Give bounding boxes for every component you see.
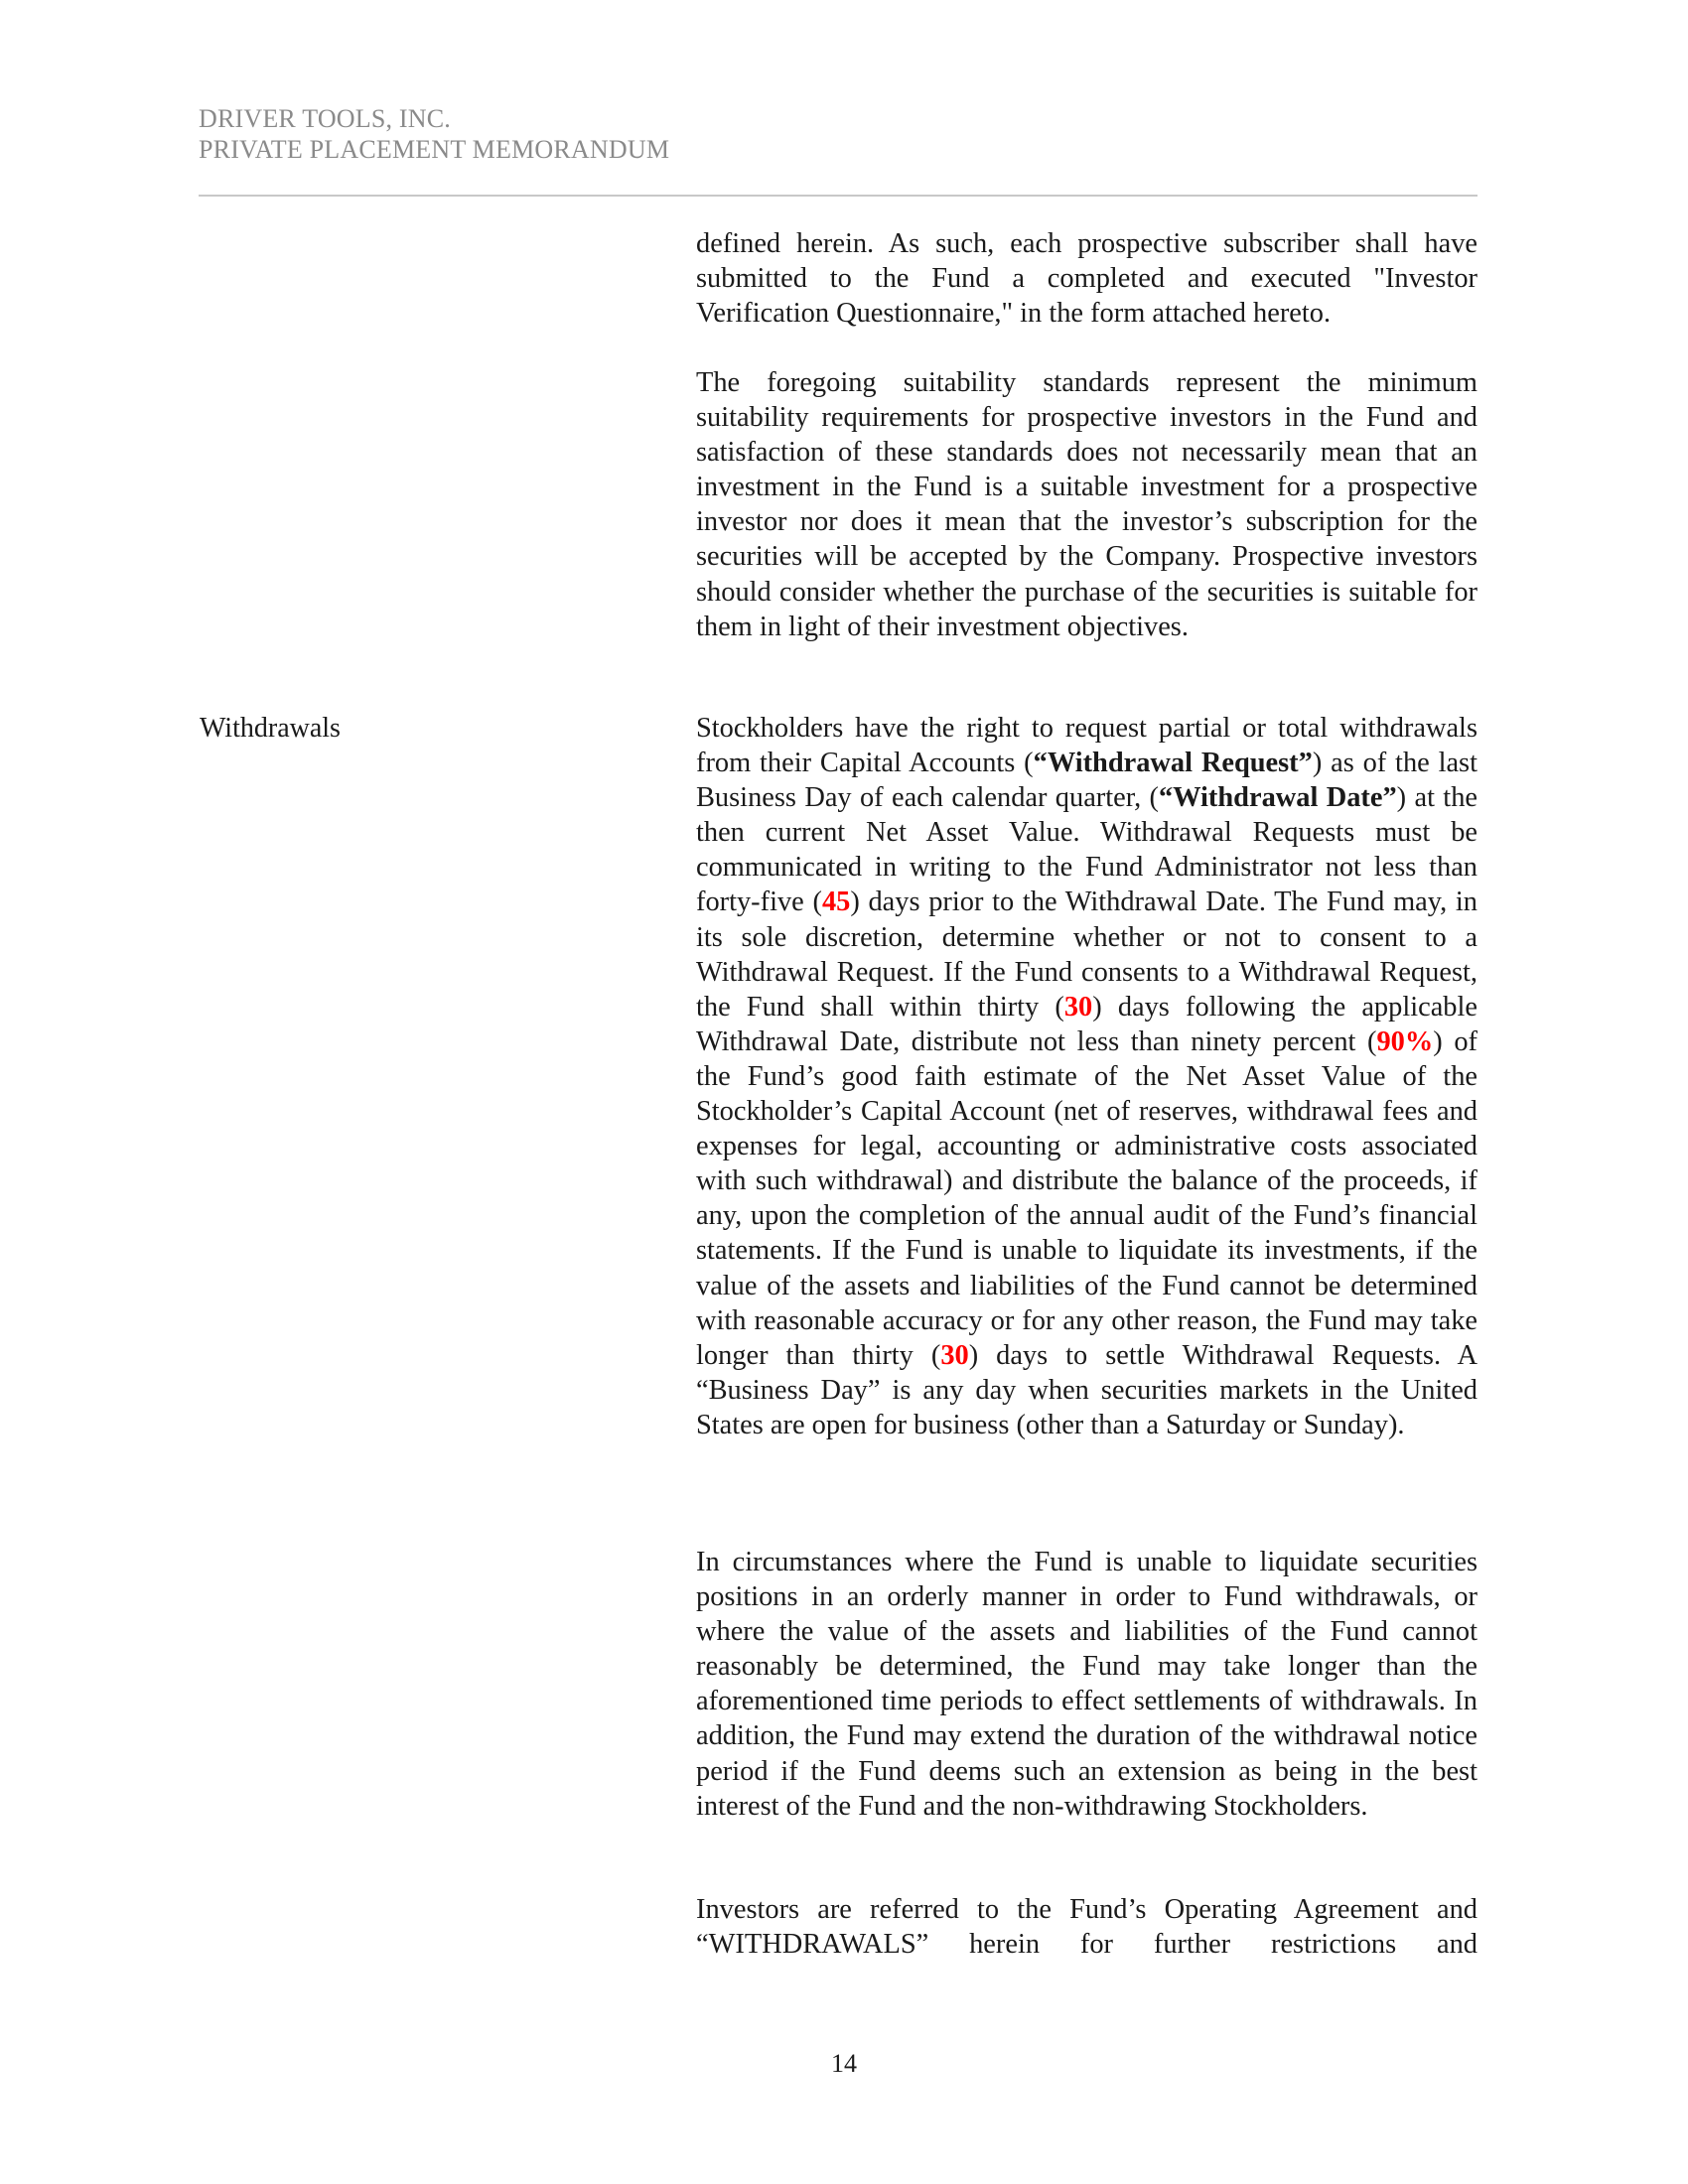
defined-term-withdrawal-request: “Withdrawal Request” (1033, 748, 1313, 779)
paragraph-liquidation-circumstances: In circumstances where the Fund is unable to liquidate securities positions in an orderly manner in order to Fund withdrawals, or where the value of the assets and liabilities of the Fund cannot reasonably be determined, the Fund may take longer than the aforementioned time periods to effect settlements of withdrawals. In addition, the Fund may extend the duration of the withdrawal notice period if the Fund deems such an extension as being in the best interest of the Fund and the non-withdrawing Stockholders. (696, 1547, 1477, 1822)
paragraph-operating-agreement-reference: Investors are referred to the Fund’s Operating Agreement and “WITHDRAWALS” herein for further restrictions and (696, 1894, 1477, 1961)
paragraph-suitability-standards: The foregoing suitability standards represent the minimum suitability requirements for prospective investors in the Fund and satisfaction of these standards does not necessarily mean that an investment in the Fund is a suitable investment for a prospective investor nor does it mean that the investor’s subscription for the securities will be accepted by the Company. Prospective investors should consider whether the purchase of the securities is suitable for them in light of their investment objectives. (696, 367, 1477, 642)
text-run: ) of the Fund’s good faith estimate of the Net Asset Value of the Stockholder’s Capital Account (net of reserves, withdrawal fees and expenses for legal, accounting or administrative costs associated with such withdrawal) and distribute the balance of the proceeds, if any, upon the completion of the annual audit of the Fund’s financial statements. If the Fund is unable to liquidate its investments, if the value of the assets and liabilities of the Fund cannot be determined with reasonable accuracy or for any other reason, the Fund may take longer than thirty ( (696, 1025, 1477, 1371)
paragraph-questionnaire: defined herein. As such, each prospective subscriber shall have submitted to the Fund a completed and executed "Investor Verification Questionnaire," in the form attached hereto. (696, 228, 1477, 330)
highlighted-number-30: 30 (940, 1339, 969, 1371)
header-company-name: DRIVER TOOLS, INC. (199, 104, 451, 133)
paragraph-withdrawal-rights (696, 711, 1477, 1442)
section-label-withdrawals: Withdrawals (200, 713, 341, 744)
text-run: ) days following the applicable Withdrawal Date, distribute not less than ninety percent ( (696, 991, 1477, 1057)
highlighted-number-90-percent: 90% (1376, 1025, 1434, 1057)
running-header (199, 103, 669, 165)
page-number: 14 (831, 2049, 857, 2078)
defined-term-withdrawal-date: “Withdrawal Date” (1158, 782, 1397, 814)
text-run: Stockholders have the right to request partial or total withdrawals from their Capital Accounts ( (696, 713, 1477, 779)
text-run: ) at the then current Net Asset Value. Withdrawal Requests must be communicated in writing to the Fund Administrator not less than forty-five ( (696, 782, 1477, 918)
highlighted-number-30: 30 (1063, 991, 1093, 1023)
header-divider (199, 195, 1477, 197)
highlighted-number-45: 45 (821, 887, 851, 918)
header-document-title: PRIVATE PLACEMENT MEMORANDUM (199, 135, 670, 164)
text-run: ) days prior to the Withdrawal Date. The Fund may, in its sole discretion, determine whether or not to consent to a Withdrawal Request. If the Fund consents to a Withdrawal Request, the Fund shall within thirty ( (696, 887, 1477, 1023)
text-run: ) days to settle Withdrawal Requests. A “Business Day” is any day when securities markets in the United States are open for business (other than a Saturday or Sunday). (696, 1339, 1477, 1440)
text-run: ) as of the last Business Day of each calendar quarter, ( (696, 748, 1477, 814)
